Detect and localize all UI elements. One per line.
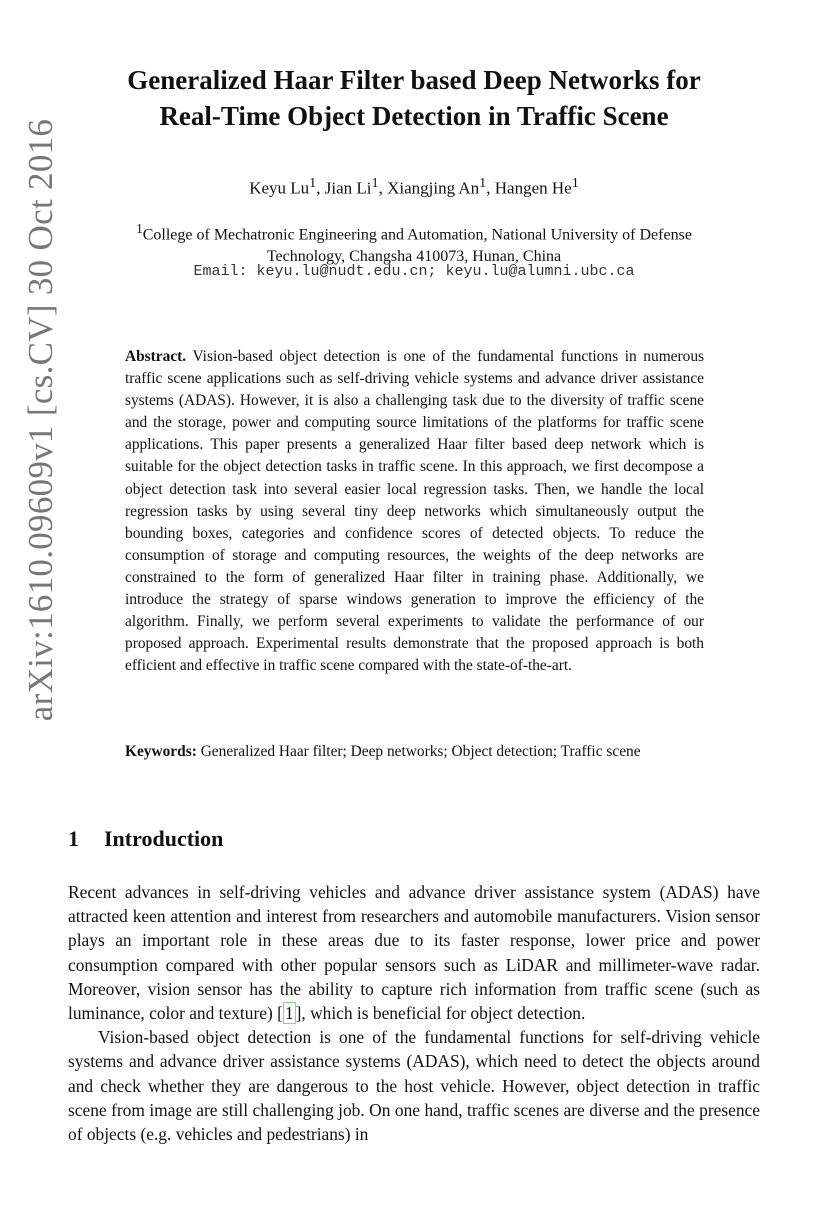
arxiv-sidebar-identifier <box>6 70 76 770</box>
author-email: Email: keyu.lu@nudt.edu.cn; keyu.lu@alumni.ubc.ca <box>193 263 635 280</box>
title-line-1: Generalized Haar Filter based Deep Networks for <box>127 65 701 95</box>
intro-paragraph-1 <box>68 880 760 1025</box>
author-list: Keyu Lu$^1$, Jian Li$^1$, Xiangjing An$^1$, Hangen He$^1$ <box>249 175 579 198</box>
abstract-text: Vision-based object detection is one of the fundamental functions in numerous traffic scene applications such as self-driving vehicle systems and advance driver assistance systems (ADAS). However, it is also a challenging task due to the diversity of traffic scene and the storage, power and computing source limitations of the platforms for traffic scene applications. This paper presents a generalized Haar filter based deep network which is suitable for the object detection tasks in traffic scene. In this approach, we first decompose a object detection task into several easier local regression tasks. Then, we handle the local regression tasks by using several tiny deep networks which simultaneously output the bounding boxes, categories and confidence scores of detected objects. To reduce the consumption of storage and computing resources, the weights of the deep networks are constrained to the form of generalized Haar filter in training phase. Additionally, we introduce the strategy of sparse windows generation to improve the efficiency of the algorithm. Finally, we perform several experiments to validate the performance of our proposed approach. Experimental results demonstrate that the proposed approach is both efficient and effective in traffic scene compared with the state-of-the-art. <box>125 348 704 675</box>
citation-link[interactable]: 1 <box>284 1003 294 1024</box>
introduction-body <box>68 880 760 1146</box>
keywords-text: Generalized Haar filter; Deep networks; Object detection; Traffic scene <box>200 743 641 760</box>
paper-title <box>70 62 758 134</box>
author-name: Xiangjing An <box>387 178 480 198</box>
paragraph-text: ], which is beneficial for object detection. <box>295 1003 586 1024</box>
author-affil-mark: 1 <box>309 175 317 191</box>
affiliation <box>100 218 728 268</box>
affiliation-line-1: College of Mechatronic Engineering and Automation, National University of Defense <box>142 226 692 244</box>
abstract <box>125 346 704 677</box>
author-affil-mark: 1 <box>479 175 487 191</box>
author-affil-mark: 1 <box>571 175 579 191</box>
keywords-label: Keywords: <box>125 743 197 760</box>
paragraph-text: Recent advances in self-driving vehicles and advance driver assistance system (ADAS) have attracted keen attention and interest from researchers and automobile manufacturers. Vision sensor plays an important role in these areas due to its faster response, lower price and power consumption compared with other popular sensors such as LiDAR and millimeter-wave radar. Moreover, vision sensor has the ability to capture rich information from traffic scene (such as luminance, color and texture) [ <box>68 882 760 1024</box>
section-title: Introduction <box>104 826 224 851</box>
affiliation-line-2: Technology, Changsha 410073, Hunan, China <box>266 248 562 266</box>
author-name: Jian Li <box>324 178 372 198</box>
author-name: Hangen He <box>494 178 572 198</box>
section-heading <box>68 826 223 852</box>
intro-paragraph-2: Vision-based object detection is one of the fundamental functions for self-driving vehicle systems and advance driver assistance systems (ADAS), which need to detect the objects around and check whether they are dangerous to the host vehicle. However, object detection in traffic scene from image are still challenging job. On one hand, traffic scenes are diverse and the presence of objects (e.g. vehicles and pedestrians) in <box>68 1027 760 1145</box>
abstract-label: Abstract. <box>125 348 187 365</box>
author-affil-mark: 1 <box>371 175 379 191</box>
affiliation-mark: 1 <box>136 221 143 236</box>
author-name: Keyu Lu <box>249 178 310 198</box>
title-line-2: Real-Time Object Detection in Traffic Scene <box>159 101 669 131</box>
keywords <box>125 741 704 763</box>
arxiv-id-text: arXiv:1610.09609v1 [cs.CV] 30 Oct 2016 <box>21 118 60 722</box>
section-number: 1 <box>68 826 79 851</box>
